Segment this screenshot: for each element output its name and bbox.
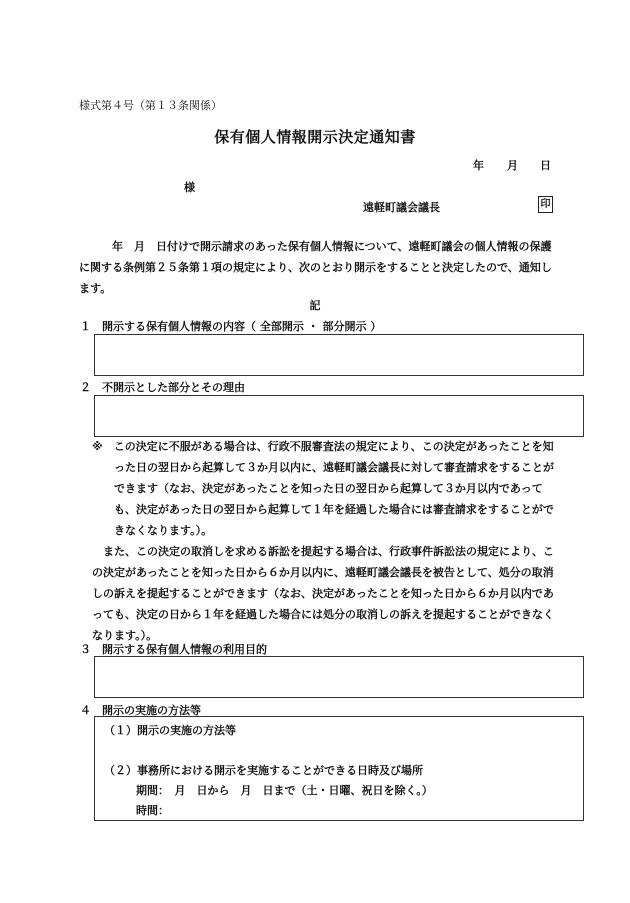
period-field: 期間： 月 日から 月 日まで（土・日曜、祝日を除く。） — [136, 784, 433, 797]
note-paragraph-1 — [92, 436, 560, 541]
section-2-heading — [80, 379, 245, 395]
section-label: 不開示とした部分とその理由 — [102, 381, 245, 394]
ki-heading: 記 — [309, 299, 321, 312]
section-number: １ — [80, 320, 91, 333]
section-label: 開示の実施の方法等 — [102, 704, 201, 717]
section-label: 開示する保有個人情報の利用目的 — [102, 643, 267, 656]
section-3-box[interactable] — [94, 656, 584, 698]
seal-mark: 印 — [538, 196, 553, 213]
note-mark: ※ — [92, 440, 103, 453]
date-day: 日 — [540, 159, 551, 172]
document-title: 保有個人情報開示決定通知書 — [214, 128, 416, 146]
time-field: 時間： — [136, 804, 169, 817]
section-number: ２ — [80, 381, 91, 394]
form-number: 様式第４号（第１３条関係） — [79, 99, 222, 112]
section-2-box[interactable] — [94, 395, 584, 437]
addressee: 様 — [184, 181, 195, 194]
sender-title: 遠軽町議会議長 — [363, 201, 440, 214]
section-label: 開示する保有個人情報の内容（ 全部開示 ・ 部分開示 ） — [102, 320, 382, 333]
section-number: ３ — [80, 643, 91, 656]
section-1-box[interactable] — [94, 334, 584, 376]
date-year: 年 — [473, 159, 484, 172]
section-number: ４ — [80, 704, 91, 717]
section-1-heading — [80, 318, 381, 334]
method-item-2: （２）事務所における開示を実施することができる日時及び場所 — [104, 764, 423, 777]
section-3-heading — [80, 641, 267, 657]
note-text-1: この決定に不服がある場合は、行政不服審査法の規定により、この決定があったことを知った日の翌日から起算して３か月以内に、遠軽町議会議長に対して審査請求をすることができます（なお、決定があったことを知った日の翌日から起算して３か月以内であっても、決定があった日の翌日から起算して１年を経過した場合には審査請求をすることができなくなります。）。 — [113, 440, 554, 537]
appeal-note — [92, 436, 560, 646]
method-item-1: （１）開示の実施の方法等 — [104, 724, 236, 737]
date-month: 月 — [507, 159, 518, 172]
note-paragraph-2: また、この決定の取消しを求める訴訟を提起する場合は、行政事件訴訟法の規定により、この決定があったことを知った日から６か月以内に、遠軽町議会議長を被告として、処分の取消しの訴えを提起することができます（なお、決定があったことを知った日から６か月以内であっても、決定の日から１年を経過した場合には処分の取消しの訴えを提起することができなくなります。）。 — [92, 545, 554, 642]
body-paragraph: 年 月 日付けで開示請求のあった保有個人情報について、遠軽町議会の個人情報の保護に関する条例第２５条第１項の規定により、次のとおり開示をすることと決定したので、通知します。 — [79, 240, 552, 295]
